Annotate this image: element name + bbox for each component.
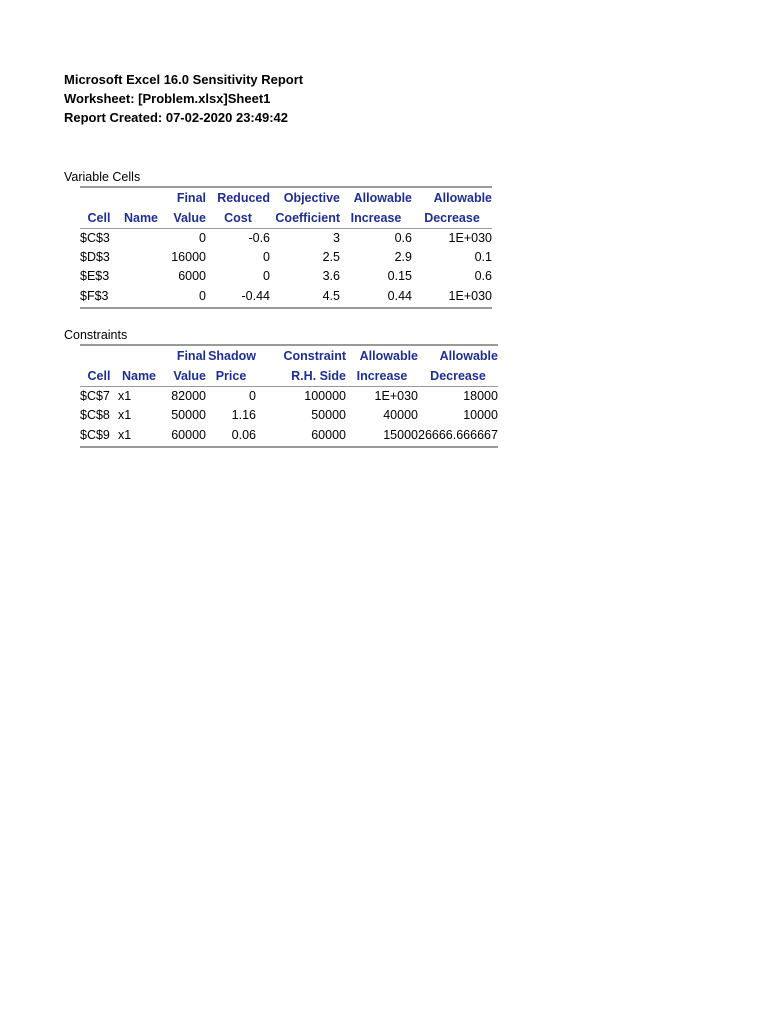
- worksheet-line: Worksheet: [Problem.xlsx]Sheet1: [64, 91, 271, 106]
- constraint-rh-side: 50000: [311, 408, 346, 422]
- header-cell: Cost: [206, 208, 270, 229]
- cell-ref: $D$3: [80, 250, 110, 264]
- table-header-row: [80, 345, 498, 366]
- table-row: [80, 406, 498, 425]
- constraint-rh-side: 100000: [304, 389, 346, 403]
- allowable-increase: 15000: [346, 425, 418, 447]
- cell-name: [118, 248, 164, 267]
- allowable-increase: 2.9: [394, 250, 412, 264]
- header-cell: Allowable: [346, 345, 418, 366]
- final-value: 16000: [171, 250, 206, 264]
- table-header-row: [80, 366, 498, 387]
- allowable-decrease: 0.6: [474, 269, 492, 283]
- objective-coefficient: 2.5: [322, 250, 340, 264]
- header-cell: Reduced: [206, 187, 270, 208]
- report-title: Microsoft Excel 16.0 Sensitivity Report: [64, 72, 304, 87]
- variable-cells-table: [80, 186, 492, 309]
- cell-name: x1: [118, 408, 132, 422]
- header-cell: Name: [118, 366, 160, 387]
- final-value: 0: [199, 231, 206, 245]
- header-cell: Price: [206, 366, 256, 387]
- cell-name: x1: [118, 425, 160, 447]
- constraints-title: Constraints: [64, 328, 128, 342]
- report-header: [64, 70, 303, 127]
- cell-ref: $E$3: [80, 269, 110, 283]
- objective-coefficient: 3.6: [322, 269, 340, 283]
- header-cell: [118, 187, 164, 208]
- header-cell: Allowable: [418, 345, 498, 366]
- allowable-increase: 0.15: [387, 269, 412, 283]
- allowable-decrease: 10000: [463, 408, 498, 422]
- table-row: [80, 425, 498, 447]
- allowable-increase: 0.6: [394, 231, 412, 245]
- table-row: [80, 229, 492, 249]
- header-cell: Final: [160, 345, 206, 366]
- header-cell: Value: [160, 366, 206, 387]
- reduced-cost: 0: [263, 250, 270, 264]
- header-cell: Allowable: [340, 187, 412, 208]
- cell-ref: $F$3: [80, 286, 118, 308]
- variable-cells-title: Variable Cells: [64, 170, 141, 184]
- header-cell: Decrease: [412, 208, 492, 229]
- table-row: [80, 286, 492, 308]
- header-cell: Name: [118, 208, 164, 229]
- table-header-row: [80, 187, 492, 208]
- reduced-cost: -0.44: [206, 286, 270, 308]
- final-value: 82000: [171, 389, 206, 403]
- cell-name: [118, 286, 164, 308]
- cell-ref: $C$9: [80, 425, 118, 447]
- cell-ref: $C$8: [80, 408, 110, 422]
- header-cell: Value: [164, 208, 206, 229]
- constraints-table: [80, 344, 498, 448]
- allowable-increase: 0.44: [340, 286, 412, 308]
- final-value: 0: [164, 286, 206, 308]
- header-cell: Coefficient: [270, 208, 340, 229]
- header-cell: Constraint: [256, 345, 346, 366]
- allowable-decrease: 26666.666667: [418, 425, 498, 447]
- table-header-row: [80, 208, 492, 229]
- allowable-decrease: 0.1: [474, 250, 492, 264]
- final-value: 50000: [171, 408, 206, 422]
- cell-name: [118, 229, 164, 249]
- header-cell: R.H. Side: [256, 366, 346, 387]
- header-cell: Allowable: [412, 187, 492, 208]
- header-cell: [80, 345, 118, 366]
- final-value: 60000: [160, 425, 206, 447]
- shadow-price: 0: [249, 389, 256, 403]
- objective-coefficient: 4.5: [270, 286, 340, 308]
- header-cell: Cell: [80, 366, 118, 387]
- cell-ref: $C$3: [80, 231, 110, 245]
- header-cell: [118, 345, 160, 366]
- header-cell: [80, 187, 118, 208]
- reduced-cost: 0: [263, 269, 270, 283]
- header-cell: Decrease: [418, 366, 498, 387]
- allowable-decrease: 1E+030: [448, 231, 492, 245]
- objective-coefficient: 3: [333, 231, 340, 245]
- allowable-decrease: 18000: [463, 389, 498, 403]
- header-cell: Increase: [340, 208, 412, 229]
- header-cell: Objective: [270, 187, 340, 208]
- constraint-rh-side: 60000: [256, 425, 346, 447]
- table-row: [80, 248, 492, 267]
- header-cell: Shadow: [206, 345, 256, 366]
- table-row: [80, 387, 498, 407]
- cell-name: [118, 267, 164, 286]
- reduced-cost: -0.6: [248, 231, 270, 245]
- cell-ref: $C$7: [80, 389, 110, 403]
- header-cell: Increase: [346, 366, 418, 387]
- shadow-price: 1.16: [231, 408, 256, 422]
- allowable-increase: 1E+030: [374, 389, 418, 403]
- cell-name: x1: [118, 389, 132, 403]
- final-value: 6000: [178, 269, 206, 283]
- header-cell: Cell: [80, 208, 118, 229]
- table-row: [80, 267, 492, 286]
- shadow-price: 0.06: [206, 425, 256, 447]
- report-created-line: Report Created: 07-02-2020 23:49:42: [64, 110, 288, 125]
- allowable-increase: 40000: [383, 408, 418, 422]
- header-cell: Final: [164, 187, 206, 208]
- allowable-decrease: 1E+030: [412, 286, 492, 308]
